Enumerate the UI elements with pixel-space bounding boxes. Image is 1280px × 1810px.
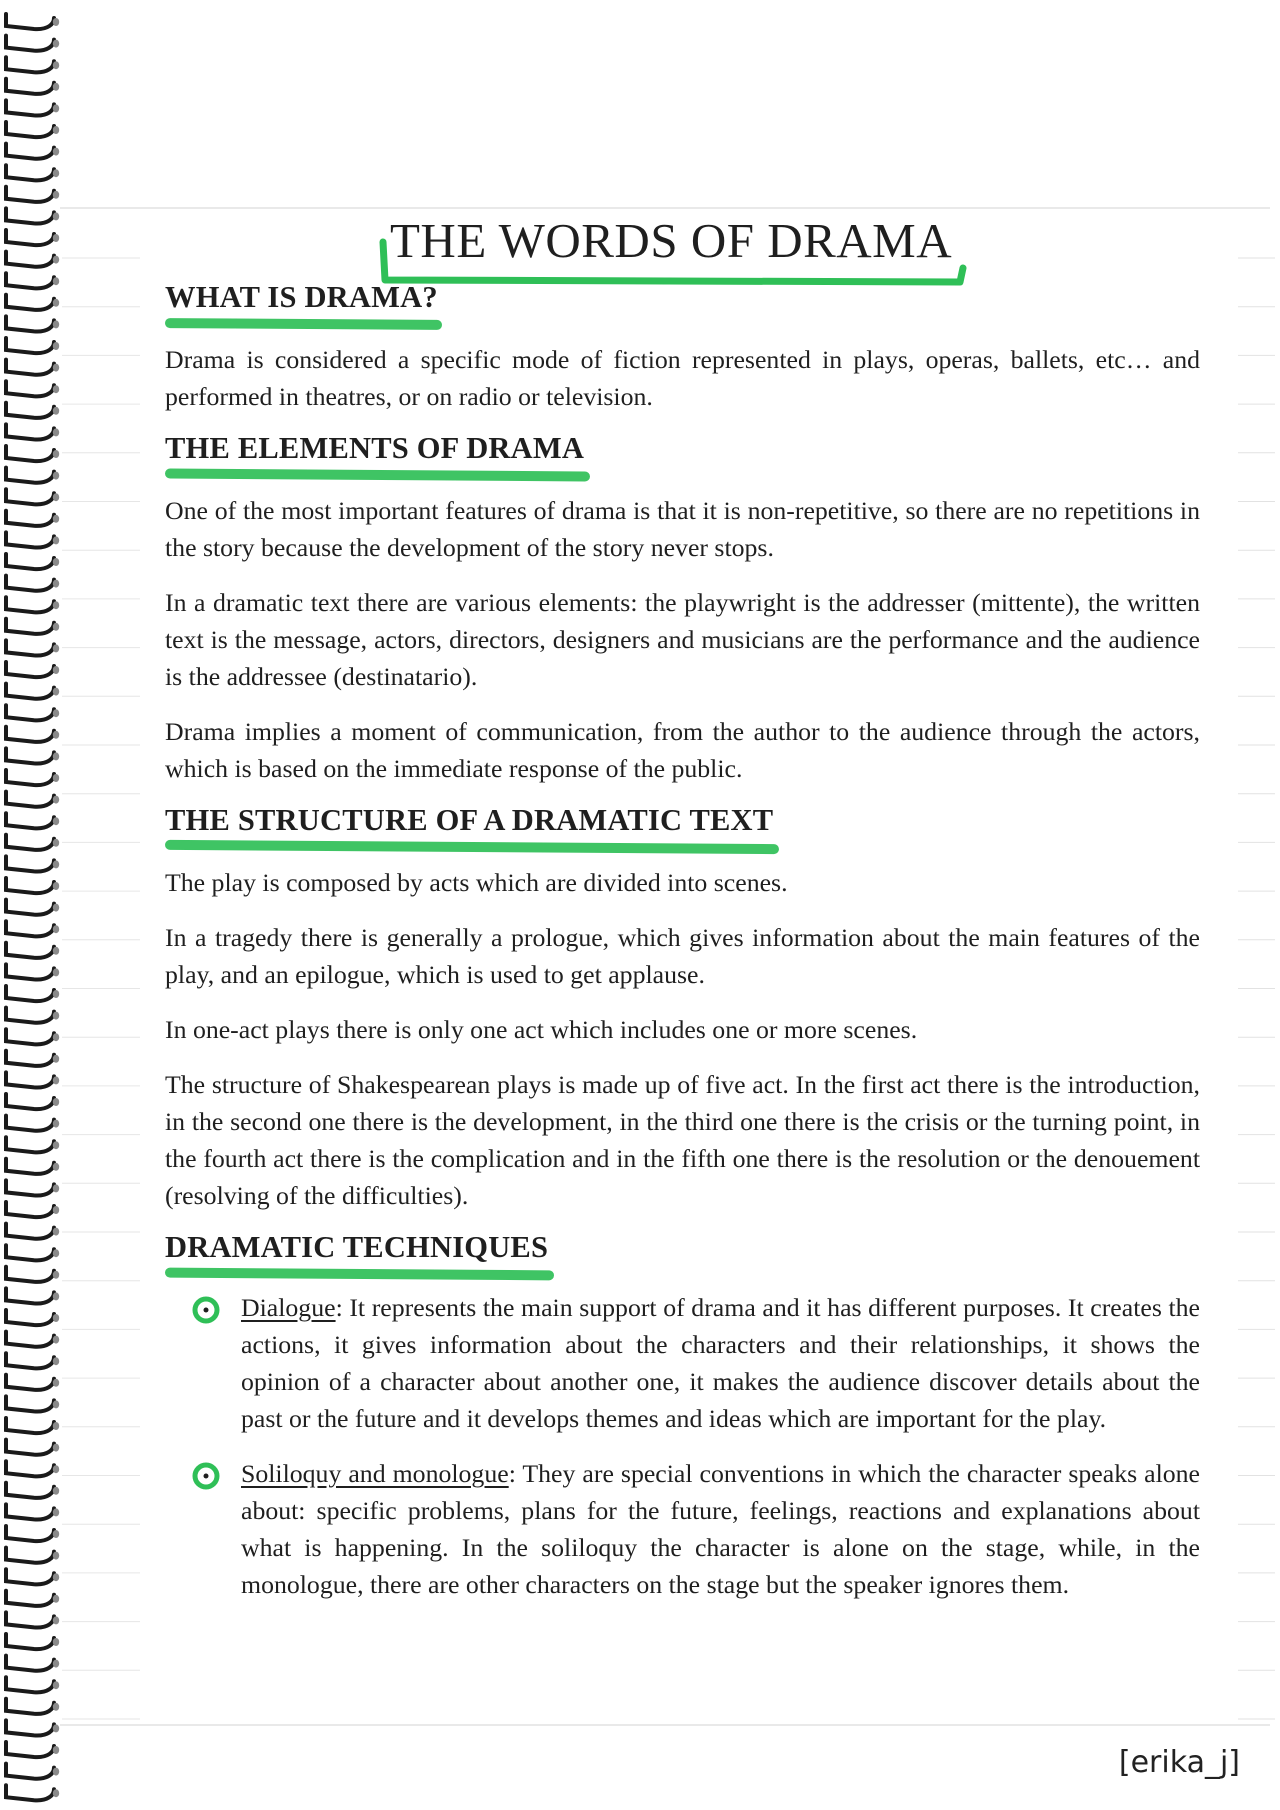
spiral-coil <box>6 1612 59 1627</box>
section-what-is-drama <box>165 280 1200 415</box>
spiral-coil <box>6 554 59 569</box>
author-signature: [erika_j] <box>1118 1745 1240 1780</box>
paragraph: Drama is considered a specific mode of fiction represented in plays, operas, ballets, etc… and performed in theatres, or on radio or television. <box>165 345 1200 411</box>
spiral-coil <box>6 1461 59 1476</box>
section-elements-of-drama <box>165 431 1200 787</box>
spiral-coil <box>6 1137 59 1152</box>
spiral-coil <box>6 748 59 763</box>
spiral-coil <box>6 489 59 504</box>
paragraph: The play is composed by acts which are divided into scenes. <box>165 868 788 897</box>
term-label: Dialogue <box>241 1293 336 1322</box>
spiral-coil <box>6 403 59 418</box>
spiral-coil <box>6 1159 59 1174</box>
spiral-coil <box>6 662 59 677</box>
spiral-coil <box>6 964 59 979</box>
spiral-coil <box>6 1008 59 1023</box>
spiral-coil <box>6 446 59 461</box>
spiral-coil <box>6 727 59 742</box>
spiral-coil <box>6 1353 59 1368</box>
spiral-coil <box>6 705 59 720</box>
spiral-coil <box>6 1699 59 1714</box>
spiral-coil <box>6 1440 59 1455</box>
spiral-coil <box>6 1375 59 1390</box>
spiral-coil <box>6 187 59 202</box>
spiral-coil <box>6 1591 59 1606</box>
paragraph: In a tragedy there is generally a prologue, which gives information about the main features of the play, and an epilogue, which is used to get applause. <box>165 923 1200 989</box>
spiral-coil <box>6 900 59 915</box>
spiral-coil <box>6 1742 59 1757</box>
spiral-coil <box>6 381 59 396</box>
section-heading: DRAMATIC TECHNIQUES <box>165 1230 548 1265</box>
term-description: : It represents the main support of drama and it has different purposes. It creates the actions, it gives information about the characters and their relationships, it shows the opinion of a character about another one, it makes the audience discover details about the past or the future and it develops themes and ideas which are important for the play. <box>241 1293 1200 1433</box>
spiral-coil <box>6 1245 59 1260</box>
page-title: THE WORDS OF DRAMA <box>390 213 953 268</box>
spiral-coil <box>6 1396 59 1411</box>
spiral-coil <box>6 1418 59 1433</box>
title-block <box>165 210 1200 280</box>
term-label: Soliloquy and monologue <box>241 1459 509 1488</box>
spiral-coil <box>6 208 59 223</box>
spiral-coil <box>6 1202 59 1217</box>
section-heading: WHAT IS DRAMA? <box>165 280 438 315</box>
spiral-coil <box>6 1029 59 1044</box>
spiral-coil <box>6 1720 59 1735</box>
page-content <box>165 210 1200 1603</box>
spiral-coil <box>6 273 59 288</box>
spiral-coil <box>6 360 59 375</box>
spiral-coil <box>6 338 59 353</box>
spiral-coil <box>6 1267 59 1282</box>
spiral-coil <box>6 792 59 807</box>
spiral-coil <box>6 813 59 828</box>
term-description: : They are special conventions in which the character speaks alone about: specific problems, plans for the future, feelings, reactions and explanations about what is happening. In the soliloquy the character is alone on the stage, while, in the monologue, there are other characters on the stage but the speaker ignores them. <box>241 1459 1201 1599</box>
spiral-coil <box>6 986 59 1001</box>
spiral-coil <box>6 144 59 159</box>
bullet-icon <box>192 1462 220 1490</box>
spiral-coil <box>6 511 59 526</box>
spiral-coil <box>6 1051 59 1066</box>
spiral-coil <box>6 1656 59 1671</box>
spiral-coil <box>6 943 59 958</box>
spiral-coil <box>6 532 59 547</box>
spiral-coil <box>6 576 59 591</box>
section-heading: THE STRUCTURE OF A DRAMATIC TEXT <box>165 803 773 838</box>
spiral-coil <box>6 770 59 785</box>
paragraph: Drama implies a moment of communication, from the author to the audience through the actors, which is based on the immediate response of the public. <box>165 717 1200 783</box>
spiral-coil <box>6 1310 59 1325</box>
spiral-coil <box>6 57 59 72</box>
spiral-coil <box>6 1072 59 1087</box>
spiral-coil <box>6 1483 59 1498</box>
list-item <box>165 1455 1200 1603</box>
spiral-coil <box>6 36 59 51</box>
spiral-coil <box>6 1180 59 1195</box>
spiral-coil <box>6 1224 59 1239</box>
bullet-icon <box>192 1296 220 1324</box>
heading-highlight <box>165 318 442 330</box>
section-structure <box>165 803 1200 1214</box>
spiral-coil <box>6 856 59 871</box>
section-dramatic-techniques <box>165 1230 1200 1603</box>
spiral-coil <box>6 1785 59 1800</box>
spiral-coil <box>6 14 59 29</box>
spiral-coil <box>6 1634 59 1649</box>
techniques-list <box>165 1289 1200 1603</box>
spiral-coil <box>6 230 59 245</box>
spiral-coil <box>6 165 59 180</box>
spiral-coil <box>6 100 59 115</box>
spiral-coil <box>6 878 59 893</box>
paragraph: The structure of Shakespearean plays is made up of five act. In the first act there is the introduction, in the second one there is the development, in the third one there is the crisis or the turning point, in the fourth act there is the complication and in the fifth one there is the resolution or the denouement (resolving of the difficulties). <box>165 1070 1200 1210</box>
spiral-coil <box>6 122 59 137</box>
section-heading: THE ELEMENTS OF DRAMA <box>165 431 584 466</box>
paragraph: In one-act plays there is only one act which includes one or more scenes. <box>165 1015 918 1044</box>
spiral-coil <box>6 1764 59 1779</box>
spiral-coil <box>6 640 59 655</box>
spiral-coil <box>6 295 59 310</box>
paragraph: One of the most important features of drama is that it is non-repetitive, so there are no repetitions in the story because the development of the story never stops. <box>165 496 1200 562</box>
spiral-coil <box>6 1288 59 1303</box>
spiral-coil <box>6 1569 59 1584</box>
spiral-coil <box>6 1504 59 1519</box>
spiral-coil <box>6 1548 59 1563</box>
spiral-coil <box>6 1332 59 1347</box>
spiral-coil <box>6 684 59 699</box>
spiral-coil <box>6 252 59 267</box>
spiral-coil <box>6 921 59 936</box>
spiral-coil <box>6 424 59 439</box>
spiral-coil <box>6 597 59 612</box>
spiral-coil <box>6 619 59 634</box>
spiral-coil <box>6 1526 59 1541</box>
spiral-coil <box>6 468 59 483</box>
spiral-coil <box>6 1094 59 1109</box>
spiral-coil <box>6 1116 59 1131</box>
spiral-coil <box>6 79 59 94</box>
paragraph: In a dramatic text there are various elements: the playwright is the addresser (mittente), the written text is the message, actors, directors, designers and musicians are the performance and the audience is the addressee (destinatario). <box>165 588 1200 691</box>
spiral-binding <box>0 0 70 1810</box>
list-item <box>165 1289 1200 1437</box>
spiral-coil <box>6 835 59 850</box>
spiral-coil <box>6 316 59 331</box>
spiral-coil <box>6 1677 59 1692</box>
